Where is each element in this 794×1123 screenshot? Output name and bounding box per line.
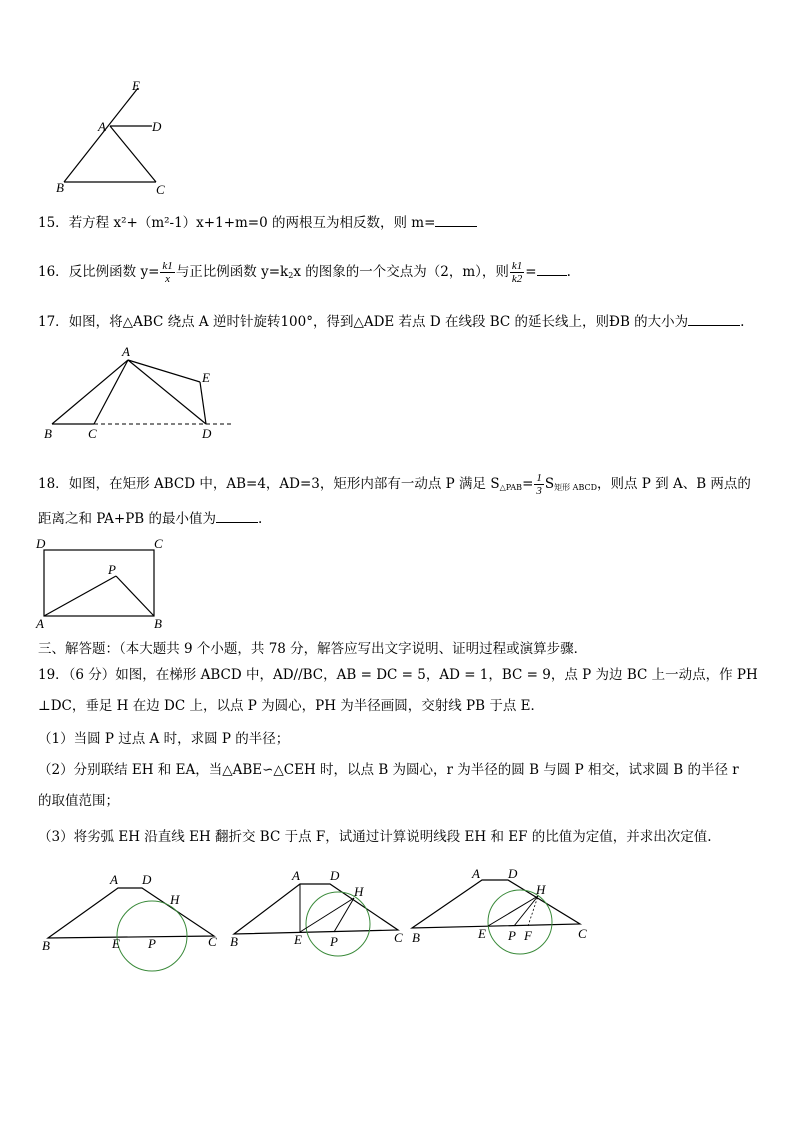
figure-q19 — [38, 866, 598, 976]
point-label-C: C — [88, 426, 97, 441]
point-label-B: B — [154, 616, 162, 631]
fraction-numerator: k1 — [511, 260, 523, 272]
point-label-E: E — [112, 936, 120, 951]
point-label-E: E — [294, 932, 302, 947]
point-label-B: B — [56, 180, 64, 195]
point-label-C: C — [208, 934, 217, 949]
point-label-D: D — [202, 426, 212, 441]
point-label-A: A — [472, 866, 480, 881]
question-17 — [38, 313, 744, 331]
point-label-H: H — [354, 884, 364, 899]
question-text: （2）分别联结 EH 和 EA，当△ABE∽△CEH 时，以点 B 为圆心，r 为半径的圆 B 与圆 P 相交，试求圆 B 的半径 r — [38, 762, 739, 778]
fraction-denominator: x — [165, 273, 171, 285]
subscript: 矩形 ABCD — [554, 483, 598, 492]
fraction-numerator: 1 — [536, 472, 542, 484]
point-label-D: D — [330, 868, 340, 883]
fraction-k1-over-x — [160, 260, 174, 285]
answer-blank[interactable] — [537, 275, 567, 276]
question-text: 反比例函数 y= — [68, 264, 160, 280]
question-text: S — [544, 476, 555, 492]
answer-blank[interactable] — [216, 522, 258, 523]
point-label-B: B — [412, 930, 420, 945]
fraction-numerator: k1 — [162, 260, 173, 272]
question-text: . — [740, 314, 745, 330]
point-label-F: F — [524, 928, 532, 943]
question-text: 19．（6 分）如图，在梯形 ABCD 中，AD//BC，AB = DC = 5，AD = 1，BC = 9，点 P 为边 BC 上一动点，作 PH — [38, 667, 758, 683]
fraction-denominator: k2 — [511, 273, 523, 285]
question-text: 的取值范围； — [38, 793, 119, 809]
point-label-E: E — [132, 78, 140, 93]
section-header — [38, 640, 587, 658]
point-label-E: E — [202, 370, 210, 385]
point-label-C: C — [156, 182, 165, 197]
question-18 — [38, 472, 751, 497]
point-label-C: C — [578, 926, 587, 941]
point-label-A: A — [36, 616, 44, 631]
question-text: 如图，将△ABC 绕点 A 逆时针旋转100°，得到△ADE 若点 D 在线段 BC 的延长线上，则ÐB 的大小为 — [68, 314, 689, 330]
fraction-denominator: 3 — [536, 485, 542, 497]
question-text: （3）将劣弧 EH 沿直线 EH 翻折交 BC 于点 F，试通过计算说明线段 EH 和 EF 的比值为定值，并求出次定值. — [38, 829, 712, 845]
figure-q19-panel-2 — [230, 868, 403, 956]
point-label-C: C — [394, 930, 403, 945]
point-label-P: P — [330, 934, 338, 949]
point-label-P: P — [148, 936, 156, 951]
question-16: 16．反比例函数 y= $\frac{k1}{x}$ 与正比例函数 $y=k_2x$ 的图象的一个交点为（2，m），则 $\frac{k1}{k2}$ = . — [38, 260, 571, 285]
point-label-H: H — [170, 892, 180, 907]
point-label-C: C — [154, 536, 163, 551]
question-text: 如图，在矩形 ABCD 中，AB=4，AD=3，矩形内部有一动点 P 满足 S — [68, 476, 500, 492]
point-label-B: B — [42, 938, 50, 953]
section-title: 三、解答题：（本大题共 9 个小题，共 78 分，解答应写出文字说明、证明过程或演算步骤． — [38, 641, 588, 657]
question-19-part-2-line-2 — [38, 792, 119, 810]
question-19-part-1 — [38, 730, 289, 748]
point-label-A: A — [122, 344, 130, 359]
question-text: 与正比例函数 y=k — [175, 264, 289, 280]
question-15 — [38, 214, 477, 232]
point-label-D: D — [152, 119, 162, 134]
point-label-A: A — [110, 872, 118, 887]
question-19-part-2 — [38, 761, 739, 779]
question-text: 若方程 x²+（m²-1）x+1+m=0 的两根互为相反数，则 m= — [68, 215, 436, 231]
figure-q19-panel-3 — [412, 866, 587, 954]
subscript: 2 — [288, 271, 294, 280]
question-number: 18． — [38, 476, 69, 492]
point-label-B: B — [230, 934, 238, 949]
question-text: x 的图象的一个交点为（2，m），则 — [293, 264, 509, 280]
answer-blank[interactable] — [688, 325, 740, 326]
question-19-line-2 — [38, 697, 544, 715]
point-label-E: E — [478, 926, 486, 941]
question-text: ⊥DC，垂足 H 在边 DC 上，以点 P 为圆心，PH 为半径画圆，交射线 PB 于点 E． — [38, 698, 544, 714]
question-19-line-1 — [38, 666, 758, 684]
question-number: 15． — [38, 215, 69, 231]
point-label-D: D — [36, 536, 46, 551]
question-18-line-2 — [38, 510, 262, 528]
point-label-P: P — [108, 562, 116, 577]
figure-q17 — [40, 344, 240, 440]
subscript: △PAB — [499, 483, 523, 492]
question-19-part-3 — [38, 828, 712, 846]
answer-blank[interactable] — [435, 226, 477, 227]
point-label-D: D — [508, 866, 518, 881]
fraction-k1-over-k2 — [510, 260, 524, 285]
figure-q19-panel-1 — [42, 872, 217, 971]
point-label-A: A — [292, 868, 300, 883]
point-label-B: B — [44, 426, 52, 441]
question-text: . — [258, 511, 263, 527]
question-text: = — [525, 264, 537, 280]
question-number: 17． — [38, 314, 69, 330]
point-label-P: P — [508, 928, 516, 943]
figure-q14 — [50, 78, 180, 198]
question-text: = — [522, 476, 534, 492]
question-text: ，则点 P 到 A、B 两点的 — [597, 476, 751, 492]
figure-q18 — [34, 536, 174, 630]
point-label-H: H — [536, 882, 546, 897]
question-text: （1）当圆 P 过点 A 时，求圆 P 的半径； — [38, 731, 290, 747]
point-label-A: A — [98, 119, 106, 134]
question-text: 距离之和 PA+PB 的最小值为 — [38, 511, 216, 527]
point-label-D: D — [142, 872, 152, 887]
question-number: 16． — [38, 264, 69, 280]
fraction-one-third — [534, 472, 544, 497]
